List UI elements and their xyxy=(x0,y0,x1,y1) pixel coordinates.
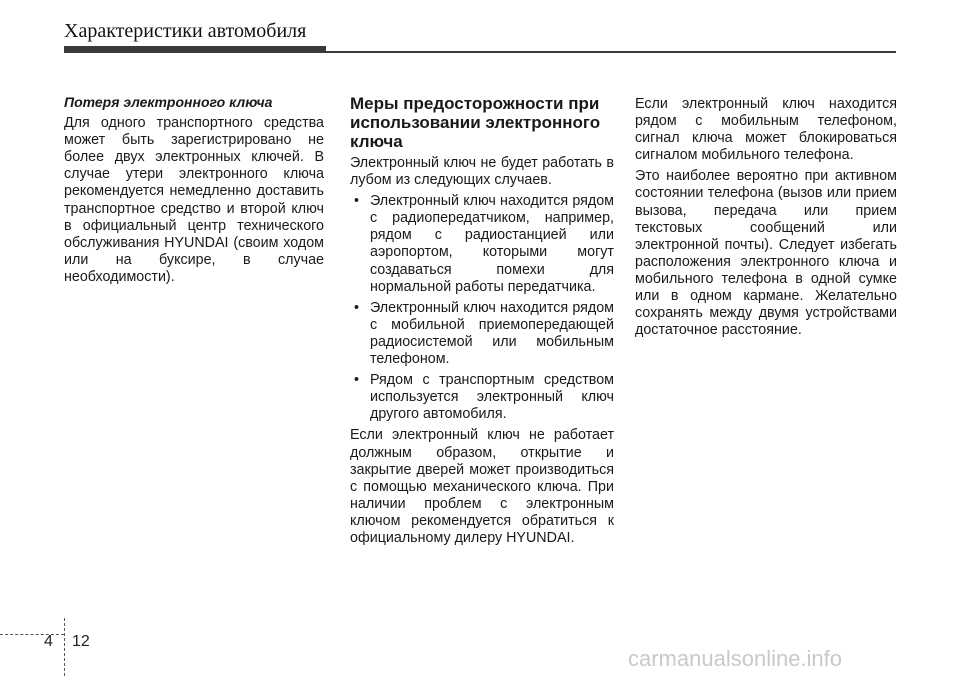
header-accent-bar xyxy=(64,46,326,53)
bullet-icon: • xyxy=(354,299,360,316)
header-rule xyxy=(326,51,896,53)
list-item xyxy=(350,193,614,296)
list-item-text: Рядом с транспортным средством используется электронный ключ другого автомобиля. xyxy=(370,372,614,423)
list-item-text: Электронный ключ находится рядом с радиопередатчиком, например, рядом с радиостанцией или аэропортом, которыми могут создаваться помехи для нормальной работы передатчика. xyxy=(370,193,614,295)
paragraph-precautions-intro: Электронный ключ не будет работать в лубом из следующих случаев. xyxy=(350,155,614,189)
paragraph-phone-interference: Если электронный ключ находится рядом с мобильным телефоном, сигнал ключа может блокироваться сигналом мобильного телефона. xyxy=(635,96,897,164)
column-1 xyxy=(64,94,324,290)
paragraph-key-loss: Для одного транспортного средства может быть зарегистрировано не более двух электронных ключей. В случае утери электронного ключа рекомендуется немедленно доставить транспортное средство и второй ключ в официальный центр технического обслуживания HYUNDAI (своим ходом или на буксире, в случае необходимости). xyxy=(64,115,324,285)
footer-dashed-divider xyxy=(64,618,65,676)
list-item xyxy=(350,372,614,423)
column-2 xyxy=(350,94,614,551)
paragraph-phone-advice: Это наиболее вероятно при активном состоянии телефона (вызов или прием вызова, передача или прием текстовых сообщений или электронной почты). Следует избегать расположения электронного ключа и мобильного телефона в одной сумке или в одном кармане. Желательно сохранять между двумя устройствами достаточное расстояние. xyxy=(635,168,897,339)
list-item-text: Электронный ключ находится рядом с мобильной приемопередающей радиосистемой или мобильным телефоном. xyxy=(370,299,614,368)
chapter-number: 4 xyxy=(44,633,53,650)
column-3 xyxy=(635,96,897,343)
bullet-icon: • xyxy=(354,372,360,389)
page-number: 12 xyxy=(72,633,90,650)
page-header-title: Характеристики автомобиля xyxy=(64,20,307,42)
bullet-icon: • xyxy=(354,193,360,210)
section-heading-precautions: Меры предосторожности при использовании электронного ключа xyxy=(350,94,601,151)
watermark-text: carmanualsonline.info xyxy=(628,646,843,671)
paragraph-mechanical-key: Если электронный ключ не работает должным образом, открытие и закрытие дверей может производиться с помощью механического ключа. При наличии проблем с электронным ключом рекомендуется обратиться к официальному дилеру HYUNDAI. xyxy=(350,427,614,546)
footer-dashed-rule xyxy=(0,634,64,635)
precautions-list xyxy=(350,193,614,423)
subheading-key-loss: Потеря электронного ключа xyxy=(64,94,273,110)
list-item xyxy=(350,300,614,368)
